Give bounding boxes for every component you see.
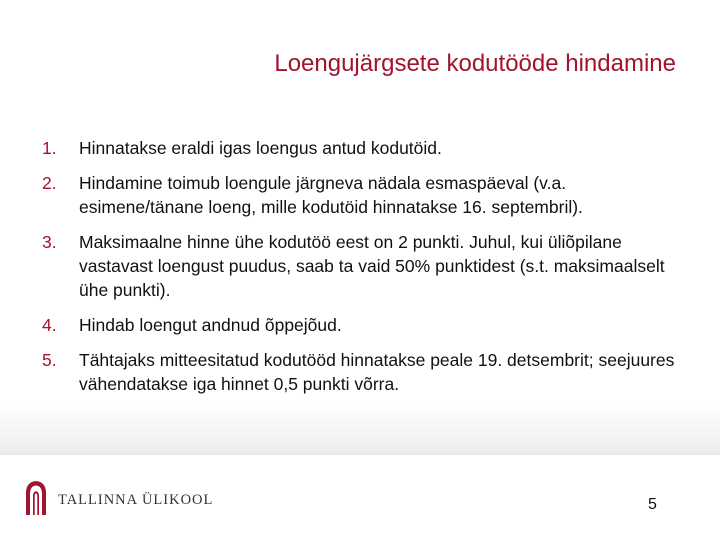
list-item xyxy=(42,313,682,337)
slide-title: Loengujärgsete kodutööde hindamine xyxy=(274,50,676,77)
university-arch-icon xyxy=(24,479,48,515)
list-item-text: Hinnatakse eraldi igas loengus antud kodutöid. xyxy=(79,138,442,158)
university-logo-text: TALLINNA ÜLIKOOL xyxy=(58,492,214,508)
list-item-number: 3. xyxy=(42,232,57,252)
list-item-number: 2. xyxy=(42,173,57,193)
list-item-text: Hindamine toimub loengule järgneva nädala esmaspäeval (v.a. esimene/tänane loeng, mille kodutöid hinnatakse 16. septembril). xyxy=(79,173,583,217)
list-item-text: Tähtajaks mitteesitatud kodutööd hinnatakse peale 19. detsembrit; seejuures vähendatakse iga hinnet 0,5 punkti võrra. xyxy=(79,350,675,394)
list-item xyxy=(42,136,682,160)
list-item xyxy=(42,171,682,219)
footer-gradient-band xyxy=(0,402,720,462)
list-item-text: Maksimaalne hinne ühe kodutöö eest on 2 punkti. Juhul, kui üliõpilane vastavast loengust puudus, saab ta vaid 50% punktidest (s.t. maksimaalselt ühe punkti). xyxy=(79,232,665,300)
list-item-text: Hindab loengut andnud õppejõud. xyxy=(79,315,342,335)
numbered-list xyxy=(42,136,682,407)
list-item xyxy=(42,230,682,302)
list-item xyxy=(42,348,682,396)
list-item-number: 1. xyxy=(42,138,57,158)
page-number: 5 xyxy=(648,496,657,513)
list-item-number: 4. xyxy=(42,315,57,335)
list-item-number: 5. xyxy=(42,350,57,370)
